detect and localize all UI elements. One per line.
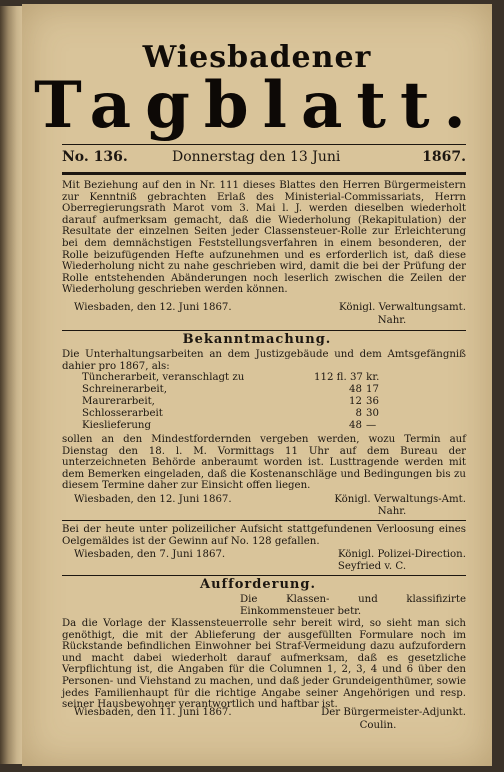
price-item-cents: 36 <box>366 396 379 407</box>
notice-2-place-date: Wiesbaden, den 12. Juni 1867. <box>74 494 232 505</box>
price-item-amount: 12 <box>349 396 362 407</box>
masthead-title: Tagblatt. <box>34 68 480 143</box>
price-row <box>82 396 412 408</box>
rule <box>62 330 466 331</box>
masthead-city: Wiesbadener <box>142 40 372 75</box>
notice-3-signer: Seyfried v. C. <box>337 561 407 572</box>
book-spine <box>0 6 24 764</box>
notice-3-place-date: Wiesbaden, den 7. Juni 1867. <box>74 549 226 560</box>
rule <box>62 575 466 576</box>
price-row <box>82 420 412 432</box>
rule <box>62 520 466 521</box>
notice-2-body: sollen an den Mindestfordernden vergeben werden, wozu Termin auf Dienstag den 18. l. M. Vormittags 11 Uhr auf dem Bureau der unterzeichneten Behörde anberaumt worden ist. Lusttragende werden mit dem Bemerken eingeladen, daß die Kostenanschläge und Bedingungen bis zu diesem Termine daher zur Einsicht offen liegen. <box>62 434 466 492</box>
price-item-cents: 30 <box>366 408 379 419</box>
price-item-name: Kieslieferung <box>82 420 151 431</box>
notice-2-authority: Königl. Verwaltungs-Amt. <box>334 494 466 505</box>
price-item-name: Schreinerarbeit, <box>82 384 167 395</box>
notice-2-heading: Bekanntmachung. <box>182 332 332 347</box>
notice-4-subtitle: Die Klassen- und klassifizirte Einkommensteuer betr. <box>240 594 466 617</box>
notice-2-intro: Die Unterhaltungsarbeiten an dem Justizgebäude und dem Amtsgefängniß dahier pro 1867, als: <box>62 349 466 372</box>
notice-2-price-list <box>82 372 412 432</box>
dateline <box>62 149 466 171</box>
notice-1-authority: Königl. Verwaltungsamt. <box>339 302 466 313</box>
price-row <box>82 384 412 396</box>
notice-1-signer: Nahr. <box>377 315 407 326</box>
price-row <box>82 372 412 384</box>
price-item-name: Schlosserarbeit <box>82 408 163 419</box>
notice-3-text: Bei der heute unter polizeilicher Aufsicht stattgefundenen Verloosung eines Oelgemäldes ist der Gewinn auf No. 128 gefallen. <box>62 524 466 547</box>
price-item-cents: 17 <box>366 384 379 395</box>
notice-3-authority: Königl. Polizei-Direction. <box>337 549 466 560</box>
price-item-amount: 8 <box>355 408 362 419</box>
notice-1-text: Mit Beziehung auf den in Nr. 111 dieses Blattes den Herren Bürgermeistern zur Kenntniß gebrachten Erlaß des Ministerial-Commissariats, Herrn Oberregierungsrath Marot vom 3. Mai l. J. werden dieselben wiederholt darauf aufmerksam gemacht, daß die Wiederholung (Rekapitulation) der Resultate der einzelnen Seiten jeder Classensteuer-Rolle zur Erleichterung bei dem demnächstigen Feststellungsverfahren in einem besonderen, der Rolle beizufügenden Hefte aufzunehmen und es erforderlich ist, daß diese Wiederholung nicht zu nahe geschrieben wird, damit die bei der Prüfung der Rolle entstehenden Abänderungen noch leserlich zwischen die Zeilen der Wiederholung geschrieben werden können. <box>62 180 466 296</box>
issue-date: Donnerstag den 13 Juni <box>172 149 341 165</box>
notice-4-heading: Aufforderung. <box>200 577 316 592</box>
price-row <box>82 408 412 420</box>
price-item-amount: 112 fl. 37 kr. <box>314 372 380 383</box>
price-item-name: Maurerarbeit, <box>82 396 155 407</box>
price-item-amount: 48 <box>349 384 362 395</box>
price-item-amount: 48 <box>349 420 362 431</box>
price-item-cents: — <box>366 420 377 431</box>
rule <box>62 144 466 145</box>
notice-4-signer: Coulin. <box>359 720 397 731</box>
notice-4-text: Da die Vorlage der Klassensteuerrolle sehr bereit wird, so sieht man sich genöthigt, die mit der Ablieferung der ausgefüllten Formulare noch im Rückstande befindlichen Einwohner bei Straf-Vermeidung dazu aufzufordern und macht dabei wiederholt darauf aufmerksam, daß es gesetzliche Verpflichtung ist, die Angaben für die Columnen 1, 2, 3, 4 und 6 über den Personen- und Viehstand zu machen, und daß jeder Grundeigenthümer, sowie jedes Familienhaupt für die richtige Angabe seiner Angehörigen und resp. seiner Hausbewohner verantwortlich und haftbar ist. <box>62 618 466 711</box>
notice-2-signer: Nahr. <box>377 506 407 517</box>
issue-number: No. 136. <box>62 149 128 165</box>
issue-year: 1867. <box>422 149 466 165</box>
rule <box>62 172 466 175</box>
newspaper-page <box>22 4 492 766</box>
notice-1-place-date: Wiesbaden, den 12. Juni 1867. <box>74 302 232 313</box>
price-item-name: Tüncherarbeit, veranschlagt zu <box>82 372 245 383</box>
notice-4-authority: Der Bürgermeister-Adjunkt. <box>321 707 466 718</box>
notice-4-place-date: Wiesbaden, den 11. Juni 1867. <box>74 707 232 718</box>
